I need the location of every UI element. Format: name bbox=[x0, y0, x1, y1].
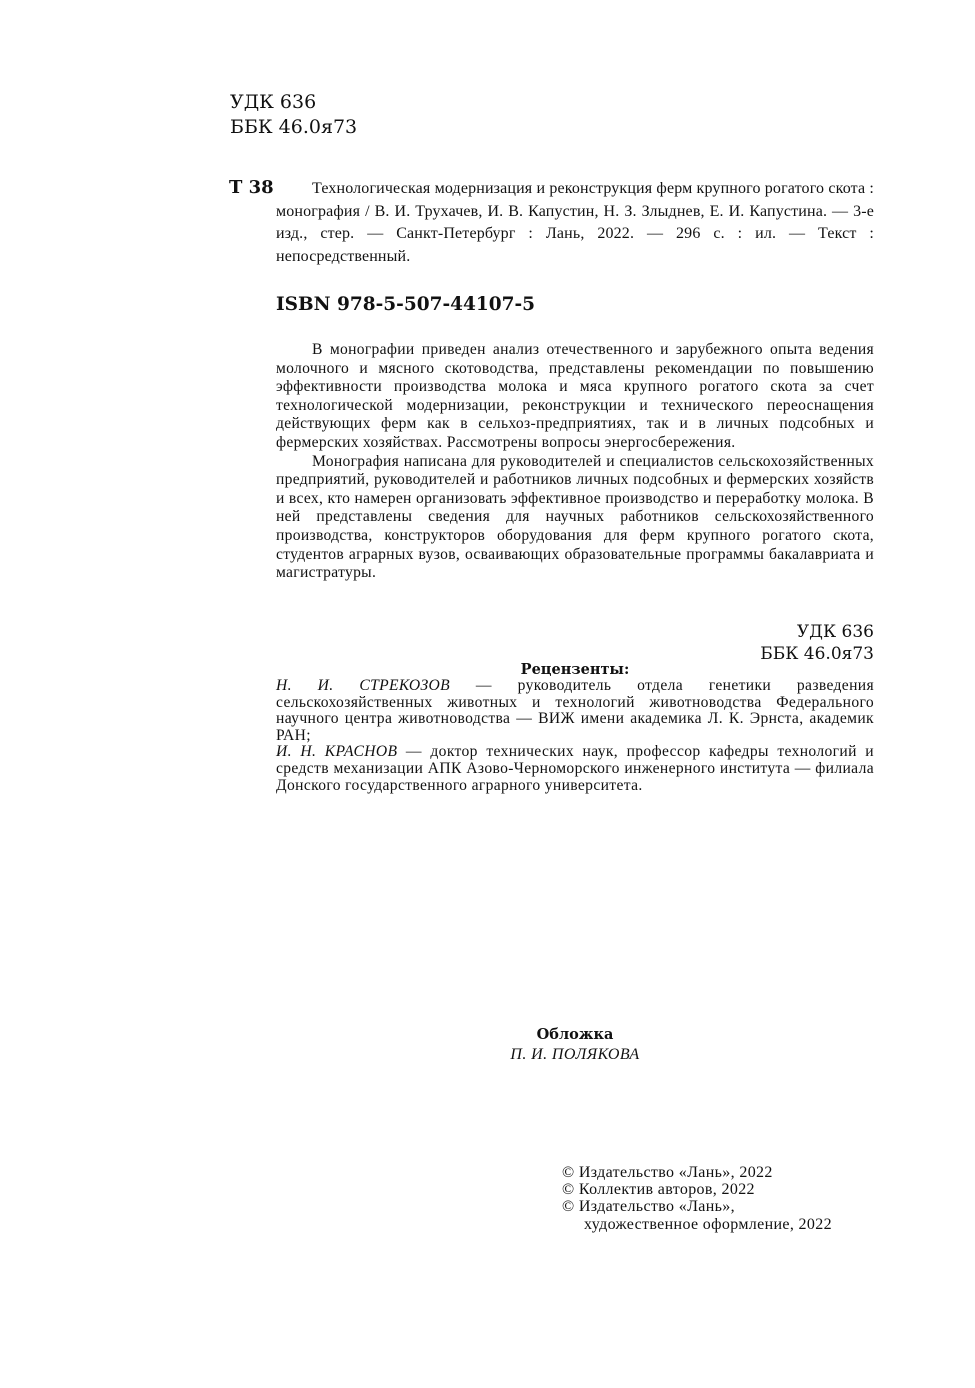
classification-block-bottom bbox=[700, 621, 874, 665]
reviewer-description: — доктор технических наук, профессор кафедры технологий и средств механизации АПК Азово-Черноморского инженерного института — филиала Донского государственного аграрного университета. bbox=[276, 743, 874, 794]
annotation-paragraph-2: Монография написана для руководителей и специалистов сельскохозяйственных предприятий, руководителей и работников личных подсобных и фермерских хозяйств и всех, кто намерен организовать эффективное производство и переработку молока. В ней представлены сведения для научных работников сельскохозяйственного производства, конструкторов оборудования для ферм крупного рогатого скота, студентов аграрных вузов, осваивающих образовательные программы бакалавриата и магистратуры. bbox=[276, 452, 874, 582]
copyright-line: © Издательство «Лань», bbox=[562, 1198, 735, 1216]
copyright-line: © Коллектив авторов, 2022 bbox=[562, 1181, 755, 1199]
udk-code-bottom: УДК 636 bbox=[796, 622, 874, 642]
reviewers-list bbox=[276, 678, 874, 794]
udk-code: УДК 636 bbox=[230, 91, 317, 113]
annotation-paragraph-1: В монографии приведен анализ отечественного и зарубежного опыта ведения молочного и мясного скотоводства, представлены рекомендации по повышению эффективности производства молока и мяса крупного рогатого скота за счет технологической модернизации, реконструкции и технического переоснащения действующих ферм как в сельхоз-предприятиях, так и в личных подсобных и фермерских хозяйствах. Рассмотрены вопросы энергосбережения. bbox=[276, 341, 874, 451]
reviewer-name: Н. И. СТРЕКОЗОВ bbox=[276, 677, 451, 694]
bibliographic-record: Технологическая модернизация и реконструкция ферм крупного рогатого скота : монография / В. И. Трухачев, И. В. Капустин, Н. З. Злыднев, Е. И. Капустина. — 3-е изд., стер. — Санкт-Петербург : Лань, 2022. — 296 с. : ил. — Текст : непосредственный. bbox=[276, 180, 874, 265]
classification-block-top bbox=[230, 90, 357, 140]
copyright-block bbox=[562, 1164, 832, 1233]
reviewer-description: — руководитель отдела генетики разведения сельскохозяйственных животных и технологий животноводства Федерального научного центра животноводства — ВИЖ имени академика Л. К. Эрнста, академик РАН; bbox=[276, 677, 874, 744]
reviewer-entry bbox=[276, 744, 874, 794]
reviewer-name: И. Н. КРАСНОВ bbox=[276, 743, 398, 761]
copyright-line: художественное оформление, 2022 bbox=[584, 1215, 832, 1233]
cover-designer: П. И. ПОЛЯКОВА bbox=[510, 1046, 640, 1063]
bbk-code: ББК 46.0я73 bbox=[230, 116, 358, 138]
reviewer-entry bbox=[276, 678, 874, 744]
bbk-code-bottom: ББК 46.0я73 bbox=[760, 644, 874, 664]
reviewers-heading: Рецензенты: bbox=[520, 661, 630, 678]
cover-label: Обложка bbox=[536, 1026, 614, 1043]
copyright-line: © Издательство «Лань», 2022 bbox=[562, 1164, 773, 1181]
annotation bbox=[276, 341, 874, 583]
isbn: ISBN 978-5-507-44107-5 bbox=[276, 294, 536, 315]
author-sign: Т 38 bbox=[229, 177, 274, 198]
